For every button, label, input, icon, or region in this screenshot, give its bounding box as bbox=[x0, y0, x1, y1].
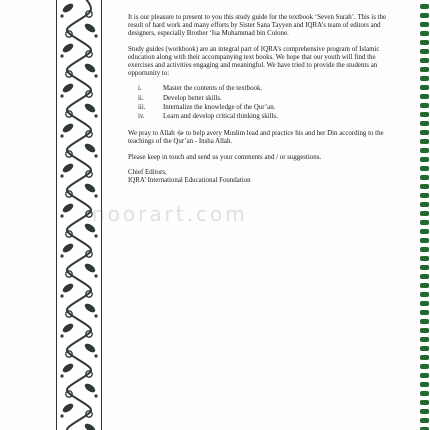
spiral-coil-icon bbox=[420, 13, 429, 18]
spiral-coil-icon bbox=[420, 364, 429, 369]
spiral-coil-icon bbox=[420, 229, 429, 234]
spiral-coil-icon bbox=[420, 391, 429, 396]
spiral-coil-icon bbox=[420, 355, 429, 360]
list-item: i. Master the contents of the textbook. bbox=[138, 85, 263, 93]
spiral-binding-icon bbox=[418, 0, 430, 430]
spiral-coil-icon bbox=[420, 220, 429, 225]
spiral-coil-icon bbox=[420, 130, 429, 135]
spiral-coil-icon bbox=[420, 31, 429, 36]
spiral-coil-icon bbox=[420, 40, 429, 45]
spiral-coil-icon bbox=[420, 76, 429, 81]
signature-organization: IQRA’ International Educational Foundation bbox=[128, 177, 251, 185]
spiral-coil-icon bbox=[420, 409, 429, 414]
spiral-coil-icon bbox=[420, 373, 429, 378]
preface-text bbox=[128, 14, 388, 192]
spiral-coil-icon bbox=[420, 49, 429, 54]
list-item: ii. Develop better skills. bbox=[138, 94, 222, 102]
contact-paragraph: Please keep in touch and send us your comments and / or suggestions. bbox=[128, 153, 322, 161]
spiral-coil-icon bbox=[420, 112, 429, 117]
spiral-coil-icon bbox=[420, 4, 429, 9]
spiral-coil-icon bbox=[420, 58, 429, 63]
signature-block bbox=[128, 169, 388, 185]
spiral-coil-icon bbox=[420, 67, 429, 72]
spiral-coil-icon bbox=[420, 184, 429, 189]
spiral-coil-icon bbox=[420, 346, 429, 351]
prayer-paragraph: We pray to Allah ﷻ to help avery Muslim lead and practice his and her Din according to the teachings of the Qur’an - Insha Allah. bbox=[128, 130, 384, 146]
spiral-coil-icon bbox=[420, 175, 429, 180]
spiral-coil-icon bbox=[420, 238, 429, 243]
spiral-coil-icon bbox=[420, 292, 429, 297]
floral-vine-icon bbox=[57, 0, 101, 430]
spiral-coil-icon bbox=[420, 166, 429, 171]
spiral-coil-icon bbox=[420, 256, 429, 261]
spiral-coil-icon bbox=[420, 328, 429, 333]
spiral-coil-icon bbox=[420, 103, 429, 108]
list-item: iv. Learn and develop critical thinking skills. bbox=[138, 113, 278, 121]
spiral-coil-icon bbox=[420, 418, 429, 423]
spiral-coil-icon bbox=[420, 382, 429, 387]
list-item: iii. Internalize the knowledge of the Qur’an. bbox=[138, 103, 276, 111]
spiral-coil-icon bbox=[420, 22, 429, 27]
spiral-coil-icon bbox=[420, 148, 429, 153]
spiral-coil-icon bbox=[420, 193, 429, 198]
spiral-coil-icon bbox=[420, 85, 429, 90]
intro-paragraph: It is our pleasure to present to you this study guide for the textbook ‘Seven Surah’. This is the result of hard work and many efforts by Sister Sana Tayyen and IQRA’s team of editors and designers, especially Brother ‘Isa Muhammad bin Colone. bbox=[128, 14, 387, 38]
spiral-coil-icon bbox=[420, 94, 429, 99]
watermark: noorart.com bbox=[92, 202, 248, 226]
spiral-coil-icon bbox=[420, 400, 429, 405]
spiral-coil-icon bbox=[420, 157, 429, 162]
spiral-coil-icon bbox=[420, 283, 429, 288]
study-guide-paragraph: Study guides (workbook) are an integral part of IQRA’s comprehensive program of Islamic education along with their accompanying text books. We hope that our youth will find the exercises and activities engaging and meaningful. We have tried to provide the students an opportunity to: bbox=[128, 45, 380, 78]
spiral-coil-icon bbox=[420, 310, 429, 315]
spiral-coil-icon bbox=[420, 337, 429, 342]
spiral-coil-icon bbox=[420, 139, 429, 144]
spiral-coil-icon bbox=[420, 202, 429, 207]
spiral-coil-icon bbox=[420, 274, 429, 279]
spiral-coil-icon bbox=[420, 211, 429, 216]
spiral-coil-icon bbox=[420, 121, 429, 126]
spiral-coil-icon bbox=[420, 301, 429, 306]
floral-vine-border-icon bbox=[56, 0, 102, 430]
objectives-list bbox=[128, 85, 388, 121]
spiral-coil-icon bbox=[420, 265, 429, 270]
spiral-coil-icon bbox=[420, 319, 429, 324]
signature-title: Chief Editors, bbox=[128, 168, 167, 176]
spiral-coil-icon bbox=[420, 247, 429, 252]
